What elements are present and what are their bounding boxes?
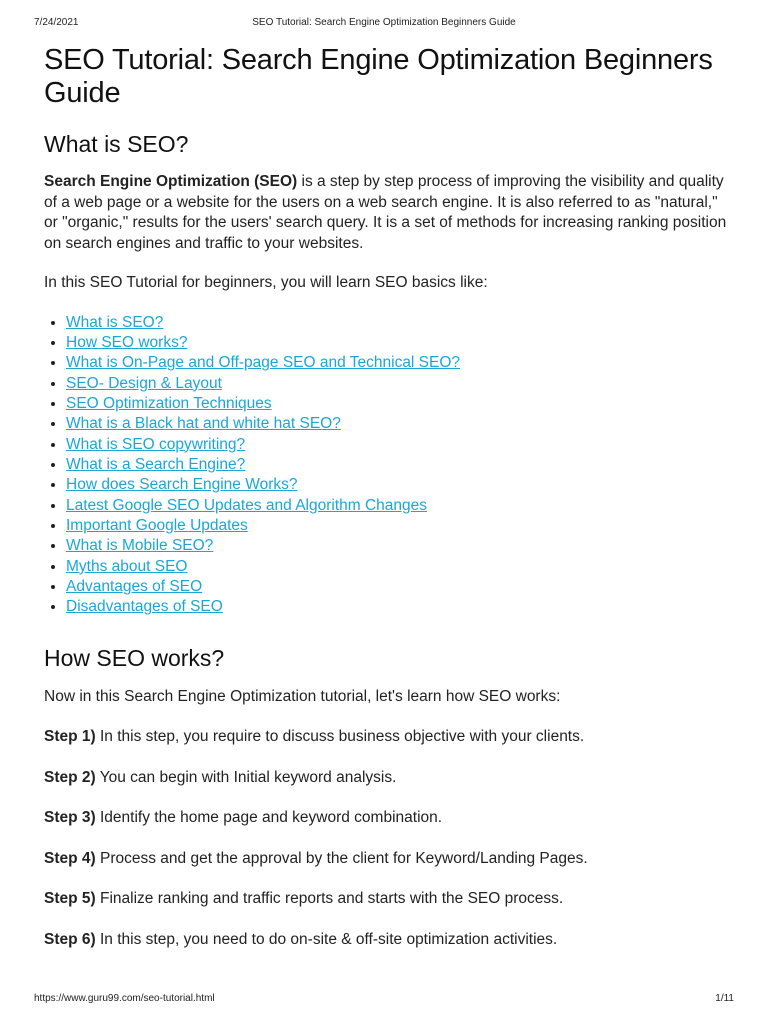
list-item [66, 475, 734, 495]
section-heading-what-is-seo: What is SEO? [44, 131, 189, 157]
toc-link[interactable]: Advantages of SEO [66, 577, 203, 595]
how-intro-paragraph: Now in this Search Engine Optimization tutorial, let's learn how SEO works: [44, 687, 561, 705]
print-header [34, 17, 734, 31]
step-text: Process and get the approval by the client for Keyword/Landing Pages. [95, 849, 588, 867]
toc-link[interactable]: Latest Google SEO Updates and Algorithm Changes [66, 496, 428, 514]
step-label: Step 1) [44, 728, 96, 746]
steps-list [44, 727, 734, 950]
article-content [44, 44, 734, 950]
toc-lead-in: In this SEO Tutorial for beginners, you will learn SEO basics like: [44, 274, 488, 291]
step-text: Identify the home page and keyword combination. [95, 809, 443, 827]
step-text: Finalize ranking and traffic reports and starts with the SEO process. [95, 890, 564, 908]
print-footer [34, 993, 734, 1007]
step-label: Step 6) [44, 930, 96, 948]
list-item [66, 414, 734, 434]
list-item [66, 577, 734, 597]
toc-link[interactable]: What is a Search Engine? [66, 455, 246, 473]
toc-link[interactable]: What is SEO copywriting? [66, 435, 246, 453]
step-label: Step 4) [44, 849, 96, 867]
toc-link[interactable]: SEO- Design & Layout [66, 374, 222, 392]
step-text: In this step, you require to discuss business objective with your clients. [95, 728, 585, 746]
print-doc-title: SEO Tutorial: Search Engine Optimization Beginners Guide [252, 17, 516, 28]
list-item [66, 455, 734, 475]
intro-bold-term: Search Engine Optimization (SEO) [44, 173, 298, 190]
list-item [66, 597, 734, 617]
step-paragraph [44, 768, 734, 789]
toc-link[interactable]: SEO Optimization Techniques [66, 394, 272, 412]
print-date: 7/24/2021 [34, 17, 79, 28]
toc-link[interactable]: What is On-Page and Off-page SEO and Technical SEO? [66, 354, 461, 372]
page-title: SEO Tutorial: Search Engine Optimization Beginners Guide [44, 44, 713, 109]
page-number: 1/11 [715, 993, 734, 1004]
step-paragraph [44, 889, 734, 910]
list-item [66, 333, 734, 353]
step-paragraph [44, 849, 734, 870]
list-item [66, 516, 734, 536]
list-item [66, 353, 734, 373]
step-label: Step 3) [44, 809, 96, 827]
list-item [66, 313, 734, 333]
section-heading-how-seo-works: How SEO works? [44, 644, 225, 671]
step-label: Step 2) [44, 768, 96, 786]
list-item [66, 557, 734, 577]
list-item [66, 536, 734, 556]
toc-link[interactable]: What is SEO? [66, 313, 164, 331]
table-of-contents [44, 313, 734, 618]
list-item [66, 374, 734, 394]
print-url: https://www.guru99.com/seo-tutorial.html [34, 993, 215, 1004]
step-paragraph [44, 808, 734, 829]
step-paragraph [44, 727, 734, 748]
step-paragraph [44, 930, 734, 951]
step-label: Step 5) [44, 890, 96, 908]
toc-link[interactable]: What is Mobile SEO? [66, 537, 214, 555]
list-item [66, 496, 734, 516]
intro-paragraph [44, 172, 734, 254]
intro-text: is a step by step process of improving the visibility and quality of a web page or a website for the users on a web search engine. It is also referred to as "natural," or "organic," results for the users' search query. It is a set of methods for increasing ranking position on search engines and traffic to your websites. [44, 173, 727, 252]
toc-link[interactable]: Disadvantages of SEO [66, 598, 223, 616]
step-text: You can begin with Initial keyword analysis. [95, 768, 397, 786]
toc-link[interactable]: Myths about SEO [66, 557, 188, 575]
step-text: In this step, you need to do on-site & off-site optimization activities. [95, 930, 558, 948]
toc-link[interactable]: Important Google Updates [66, 516, 248, 534]
toc-link[interactable]: How SEO works? [66, 333, 188, 351]
toc-link[interactable]: What is a Black hat and white hat SEO? [66, 415, 341, 433]
list-item [66, 394, 734, 414]
list-item [66, 435, 734, 455]
toc-link[interactable]: How does Search Engine Works? [66, 476, 298, 494]
